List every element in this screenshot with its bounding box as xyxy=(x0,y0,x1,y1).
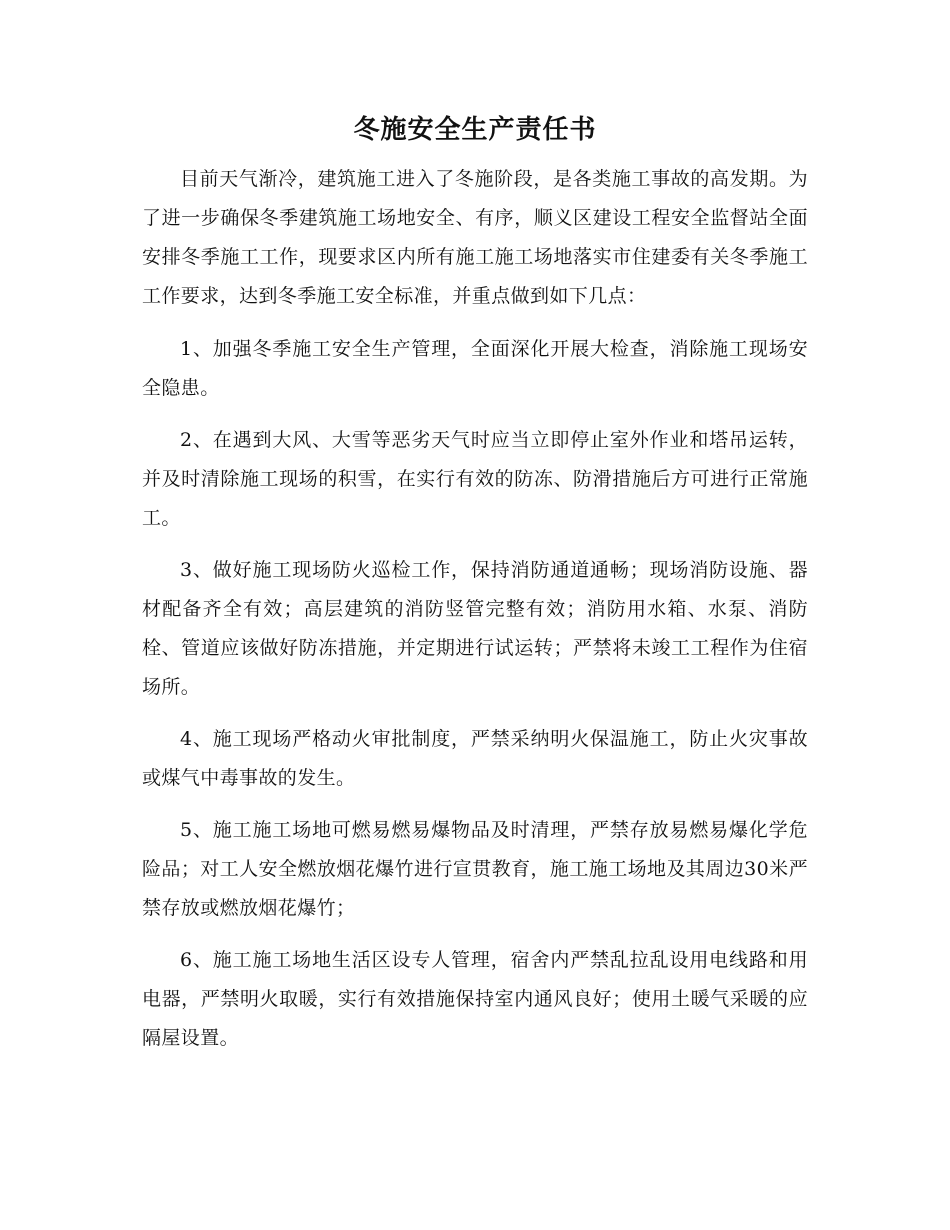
item-paragraph-3: 3、做好施工现场防火巡检工作，保持消防通道通畅；现场消防设施、器材配备齐全有效；高层建筑的消防竖管完整有效；消防用水箱、水泵、消防栓、管道应该做好防冻措施，并定期进行试运转；严禁将未竣工工程作为住宿场所。 xyxy=(142,559,808,698)
document-body xyxy=(142,160,808,1071)
item-paragraph-2: 2、在遇到大风、大雪等恶劣天气时应当立即停止室外作业和塔吊运转，并及时清除施工现场的积雪，在实行有效的防冻、防滑措施后方可进行正常施工。 xyxy=(142,429,808,529)
item-paragraph-1: 1、加强冬季施工安全生产管理，全面深化开展大检查，消除施工现场安全隐患。 xyxy=(142,338,808,399)
item-paragraph-4: 4、施工现场严格动火审批制度，严禁采纳明火保温施工，防止火灾事故或煤气中毒事故的发生。 xyxy=(142,728,808,789)
document-title: 冬施安全生产责任书 xyxy=(353,115,597,145)
intro-paragraph: 目前天气渐冷，建筑施工进入了冬施阶段，是各类施工事故的高发期。为了进一步确保冬季建筑施工场地安全、有序，顺义区建设工程安全监督站全面安排冬季施工工作，现要求区内所有施工施工场地落实市住建委有关冬季施工工作要求，达到冬季施工安全标准，并重点做到如下几点： xyxy=(142,168,808,307)
item-paragraph-6: 6、施工施工场地生活区设专人管理，宿舍内严禁乱拉乱设用电线路和用电器，严禁明火取暖，实行有效措施保持室内通风良好；使用土暖气采暖的应隔屋设置。 xyxy=(142,949,808,1049)
item-paragraph-5: 5、施工施工场地可燃易燃易爆物品及时清理，严禁存放易燃易爆化学危险品；对工人安全燃放烟花爆竹进行宣贯教育，施工施工场地及其周边30米严禁存放或燃放烟花爆竹； xyxy=(142,819,808,919)
